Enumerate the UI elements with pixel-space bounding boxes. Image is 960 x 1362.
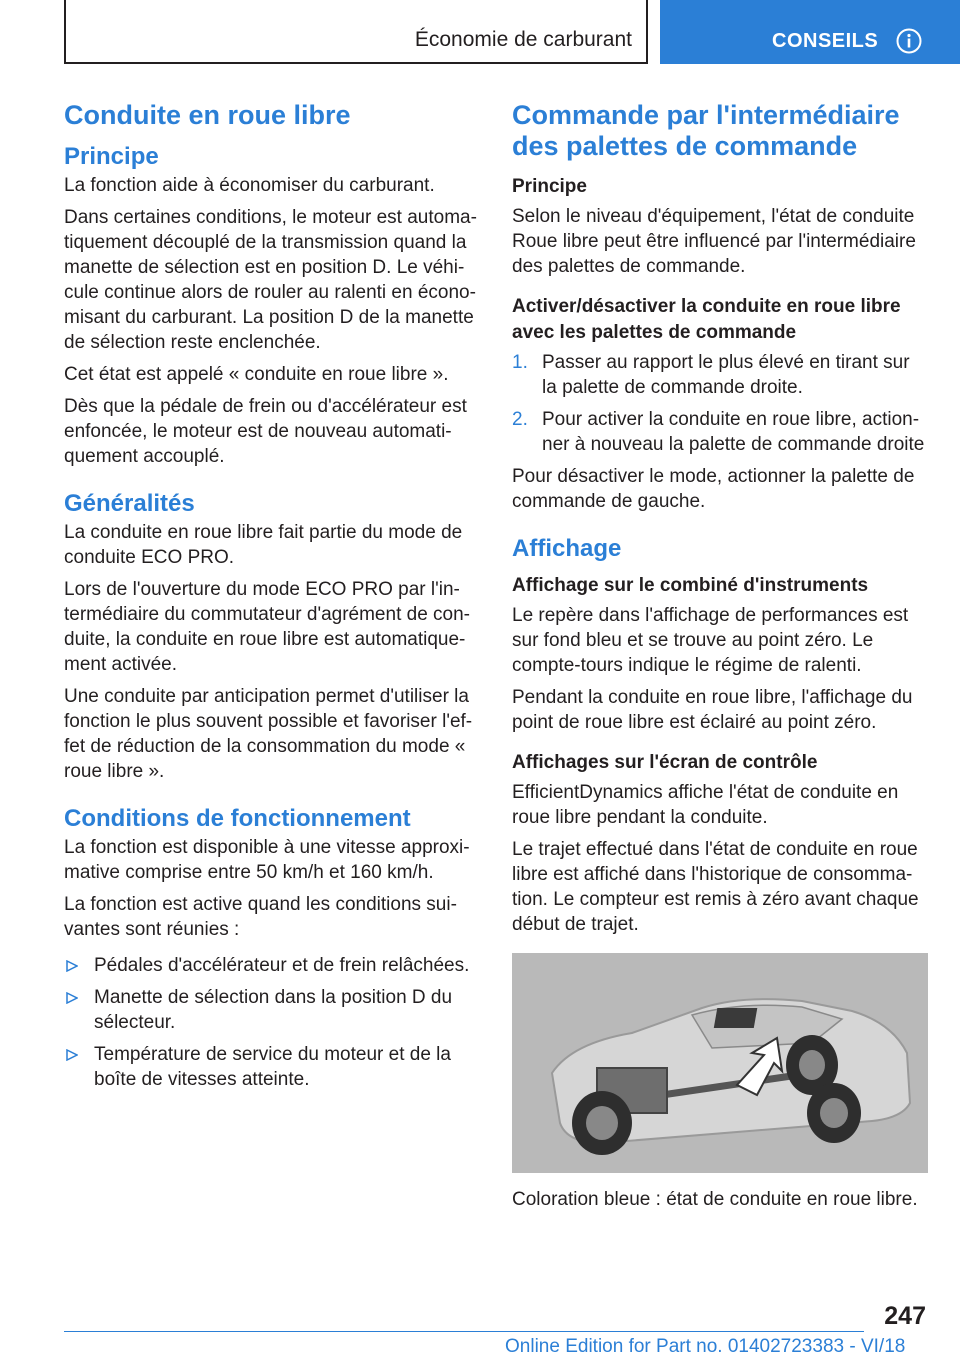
heading-combine-instruments: Affichage sur le combiné d'instruments — [512, 575, 869, 596]
paragraph: Lors de l'ouverture du mode ECO PRO par l'in-termédiaire du commutateur d'agrément de con-duite, la conduite en roue libre est automatique-ment activée. — [64, 579, 470, 675]
step-item — [512, 350, 928, 400]
heading-ecran-controle: Affichages sur l'écran de contrôle — [512, 752, 818, 773]
section-title-palettes: Commande par l'intermédiaire des palettes de commande — [512, 100, 900, 161]
figure-caption: Coloration bleue : état de conduite en roue libre. — [512, 1189, 918, 1210]
list-item — [64, 985, 478, 1035]
paragraph: Cet état est appelé « conduite en roue libre ». — [64, 364, 449, 385]
info-icon[interactable] — [896, 28, 922, 54]
paragraph: Dès que la pédale de frein ou d'accélérateur est enfoncée, le moteur est de nouveau automati-quement accouplé. — [64, 396, 467, 467]
paragraph: EfficientDynamics affiche l'état de conduite en roue libre pendant la conduite. — [512, 782, 899, 828]
step-number: 1. — [512, 352, 528, 373]
list-item — [64, 953, 478, 978]
footer-edition-text: Online Edition for Part no. 01402723383 - VI/18 — [505, 1336, 906, 1357]
footer-divider — [64, 1331, 864, 1332]
paragraph: Une conduite par anticipation permet d'utiliser la fonction le plus souvent possible et favoriser l'ef-fet de réduction de la consommation du mode « roue libre ». — [64, 686, 473, 782]
step-text: Pour activer la conduite en roue libre, action-ner à nouveau la palette de commande droite — [542, 409, 925, 455]
car-drivetrain-illustration — [512, 953, 928, 1173]
conditions-list — [64, 953, 478, 1092]
triangle-bullet-icon — [66, 992, 78, 1004]
paragraph: La fonction aide à économiser du carburant. — [64, 175, 435, 196]
paragraph: Pendant la conduite en roue libre, l'affichage du point de roue libre est éclairé au point zéro. — [512, 687, 913, 733]
list-item-text: Pédales d'accélérateur et de frein relâchées. — [94, 955, 470, 976]
list-item — [64, 1042, 478, 1092]
heading-activer-desactiver: Activer/désactiver la conduite en roue libre avec les palettes de commande — [512, 296, 901, 343]
step-text: Passer au rapport le plus élevé en tirant sur la palette de commande droite. — [542, 352, 910, 398]
list-item-text: Température de service du moteur et de la boîte de vitesses atteinte. — [94, 1044, 451, 1090]
paragraph: Dans certaines conditions, le moteur est automa-tiquement découplé de la transmission quand la manette de sélection est en position D. Le véhi-cule continue alors de rouler au ralenti en écono-misant du carburant. La position D de la manette de sélection reste enclenchée. — [64, 207, 477, 353]
heading-generalites: Généralités — [64, 490, 195, 517]
right-column — [512, 100, 928, 1219]
paragraph: Le repère dans l'affichage de performances est sur fond bleu et se trouve au point zéro. Le compte-tours indique le régime de ralenti. — [512, 605, 909, 676]
step-number: 2. — [512, 409, 528, 430]
list-item-text: Manette de sélection dans la position D du sélecteur. — [94, 987, 453, 1033]
page-number: 247 — [884, 1302, 926, 1330]
step-item — [512, 407, 928, 457]
heading-principe: Principe — [64, 143, 159, 170]
triangle-bullet-icon — [66, 960, 78, 972]
car-illustration-svg — [512, 953, 928, 1173]
header-section-box — [64, 0, 648, 64]
paragraph: La fonction est active quand les conditions sui-vantes sont réunies : — [64, 894, 457, 940]
triangle-bullet-icon — [66, 1049, 78, 1061]
header-section-title: Économie de carburant — [414, 28, 632, 51]
heading-affichage: Affichage — [512, 535, 622, 562]
paragraph: La fonction est disponible à une vitesse approxi-mative comprise entre 50 km/h et 160 km/h. — [64, 837, 470, 883]
paragraph: Le trajet effectué dans l'état de conduite en roue libre est affiché dans l'historique de consomma-tion. Le compteur est remis à zéro avant chaque début de trajet. — [512, 839, 919, 935]
heading-principe: Principe — [512, 176, 587, 197]
section-title-roue-libre: Conduite en roue libre — [64, 100, 351, 130]
left-column — [64, 100, 478, 1099]
paragraph: Pour désactiver le mode, actionner la palette de commande de gauche. — [512, 466, 915, 512]
paragraph: Selon le niveau d'équipement, l'état de conduite Roue libre peut être influencé par l'intermédiaire des palettes de commande. — [512, 206, 916, 277]
steps-list — [512, 350, 928, 457]
tab-conseils-label: CONSEILS — [772, 30, 879, 52]
paragraph: La conduite en roue libre fait partie du mode de conduite ECO PRO. — [64, 522, 463, 568]
heading-conditions: Conditions de fonctionnement — [64, 805, 411, 832]
